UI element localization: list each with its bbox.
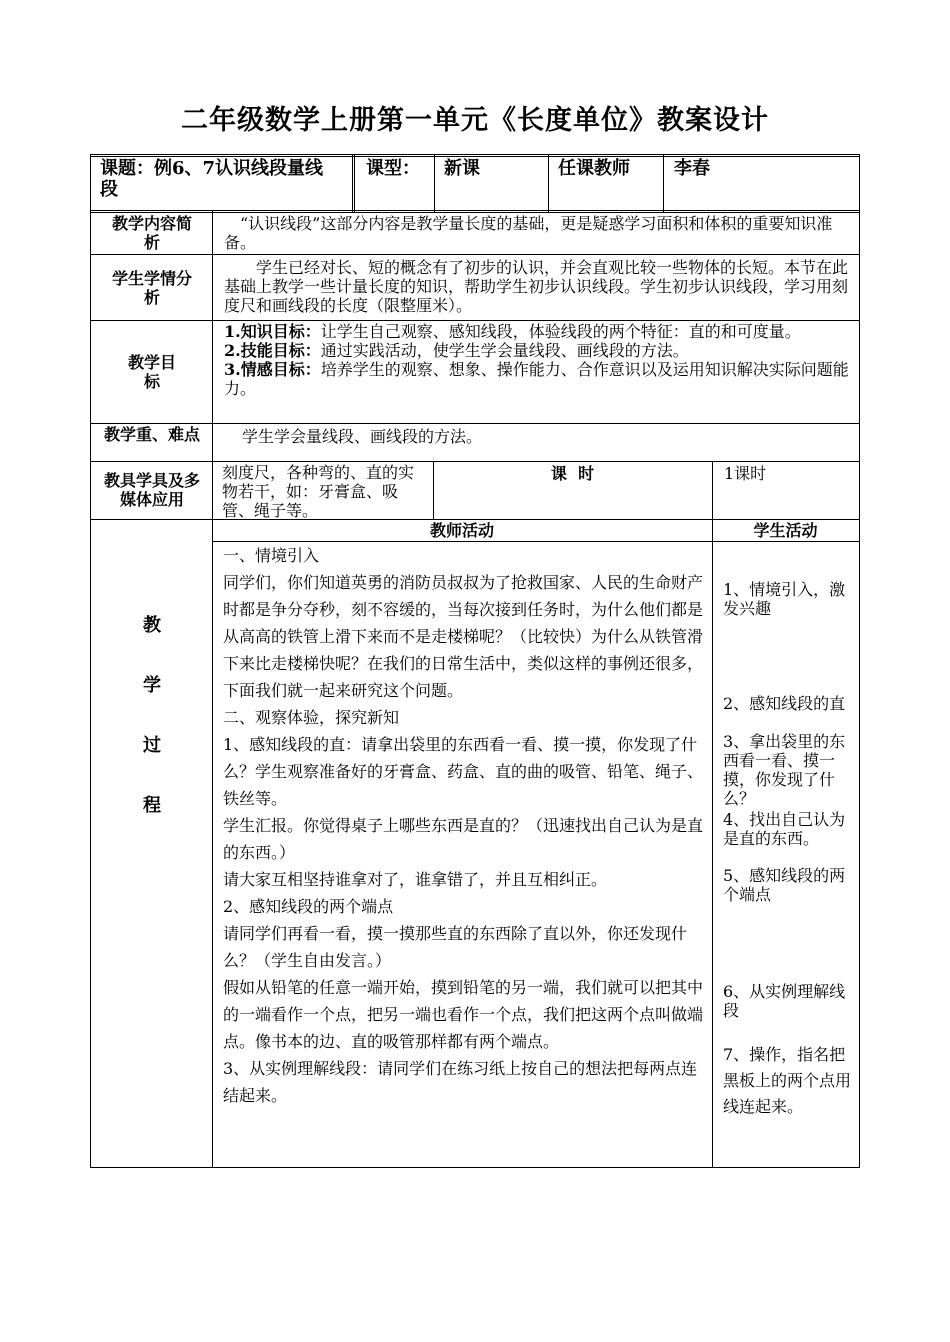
teacher-paragraph: 请大家互相坚持谁拿对了，谁拿错了，并且互相纠正。 <box>223 870 608 889</box>
student-analysis-label: 学生学情分析 <box>112 269 193 307</box>
teacher-value: 李春 <box>674 158 710 179</box>
class-hours-value: 1课时 <box>724 464 767 483</box>
student-item: 4、找出自己认为是直的东西。 <box>723 810 846 848</box>
lesson-type-label: 课型： <box>366 158 420 179</box>
teacher-paragraph: 二、观察体验，探究新知 <box>223 708 400 727</box>
teacher-label: 任课教师 <box>558 158 630 179</box>
goal-emotion: 3.情感目标：培养学生的观察、想象、操作能力、合作意识以及运用知识解决实际问题能力。 <box>224 360 849 398</box>
student-item: 1、情境引入，激发兴趣 <box>723 580 846 618</box>
student-item: 6、从实例理解线段 <box>723 982 846 1020</box>
teacher-paragraph: 假如从铅笔的任意一端开始，摸到铅笔的另一端，我们就可以把其中的一端看作一个点，把另一端也看作一个点，我们把这两个点叫做端点。像书本的边、直的吸管那样都有两个端点。 <box>223 978 704 1051</box>
key-points-text: 学生学会量线段、画线段的方法。 <box>242 427 483 446</box>
teacher-paragraph: 请同学们再看一看，摸一摸那些直的东西除了直以外，你还发现什么？（学生自由发言。） <box>223 924 688 970</box>
goal-knowledge: 1.知识目标：让学生自己观察、感知线段，体验线段的两个特征：直的和可度量。 <box>224 322 801 341</box>
teaching-goals-list <box>224 322 852 398</box>
class-hours-label: 课 时 <box>550 464 595 483</box>
goal-skill: 2.技能目标：通过实践活动，使学生学会量线段、画线段的方法。 <box>224 341 689 360</box>
process-char: 过 <box>143 735 161 756</box>
teacher-paragraph: 2、感知线段的两个端点 <box>223 897 394 916</box>
document-title: 二年级数学上册第一单元《长度单位》教案设计 <box>181 105 769 136</box>
teacher-paragraph: 同学们，你们知道英勇的消防员叔叔为了抢救国家、人民的生命财产时都是争分夺秒，刻不容缓的，当每次接到任务时，为什么他们都是从高高的铁管上滑下来而不是走楼梯呢？（比较快）为什么从铁管滑下来比走楼梯快呢？在我们的日常生活中，类似这样的事例还很多，下面我们就一起来研究这个问题。 <box>223 573 704 700</box>
teaching-goals-label: 教学目标 <box>127 353 176 391</box>
teacher-paragraph: 一、情境引入 <box>223 546 320 565</box>
teacher-paragraph: 1、感知线段的直：请拿出袋里的东西看一看、摸一摸，你发现了什么？学生观察准备好的牙膏盒、药盒、直的曲的吸管、铅笔、绳子、铁丝等。 <box>223 735 704 808</box>
teacher-activity-text <box>223 542 703 1109</box>
lesson-type-value: 新课 <box>444 158 480 179</box>
key-points-label: 教学重、难点 <box>104 425 201 444</box>
lesson-topic: 课题：例6、7认识线段量线段 <box>100 158 324 200</box>
student-item: 3、拿出袋里的东西看一看、摸一摸，你发现了什么？ <box>723 732 846 808</box>
process-char: 程 <box>143 795 161 816</box>
student-item: 5、感知线段的两个端点 <box>723 866 846 904</box>
content-analysis-label: 教学内容简析 <box>112 214 193 252</box>
tools-text: 刻度尺，各种弯的、直的实物若干，如：牙膏盒、吸管、绳子等。 <box>222 463 415 520</box>
tools-label: 教具学具及多媒体应用 <box>103 471 200 509</box>
student-item: 7、操作，指名把黑板上的两个点用线连起来。 <box>723 1045 852 1116</box>
teacher-paragraph: 学生汇报。你觉得桌子上哪些东西是直的？（迅速找出自己认为是直的东西。） <box>223 816 704 862</box>
content-analysis-text: “认识线段”这部分内容是教学量长度的基础，更是疑惑学习面积和体积的重要知识准备。 <box>224 214 833 252</box>
student-activity-header: 学生活动 <box>753 521 818 540</box>
process-char: 教 <box>143 615 161 636</box>
student-analysis-text: 学生已经对长、短的概念有了初步的认识，并会直观比较一些物体的长短。本节在此基础上教学一些计量长度的知识，帮助学生初步认识线段。学生初步认识线段，学习用刻度尺和画线段的长度（限整厘米）。 <box>224 258 849 315</box>
teacher-paragraph: 3、从实例理解线段：请同学们在练习纸上按自己的想法把每两点连结起来。 <box>223 1059 698 1105</box>
teacher-activity-header: 教师活动 <box>429 521 494 540</box>
student-item: 2、感知线段的直 <box>723 694 846 713</box>
process-char: 学 <box>143 675 161 696</box>
